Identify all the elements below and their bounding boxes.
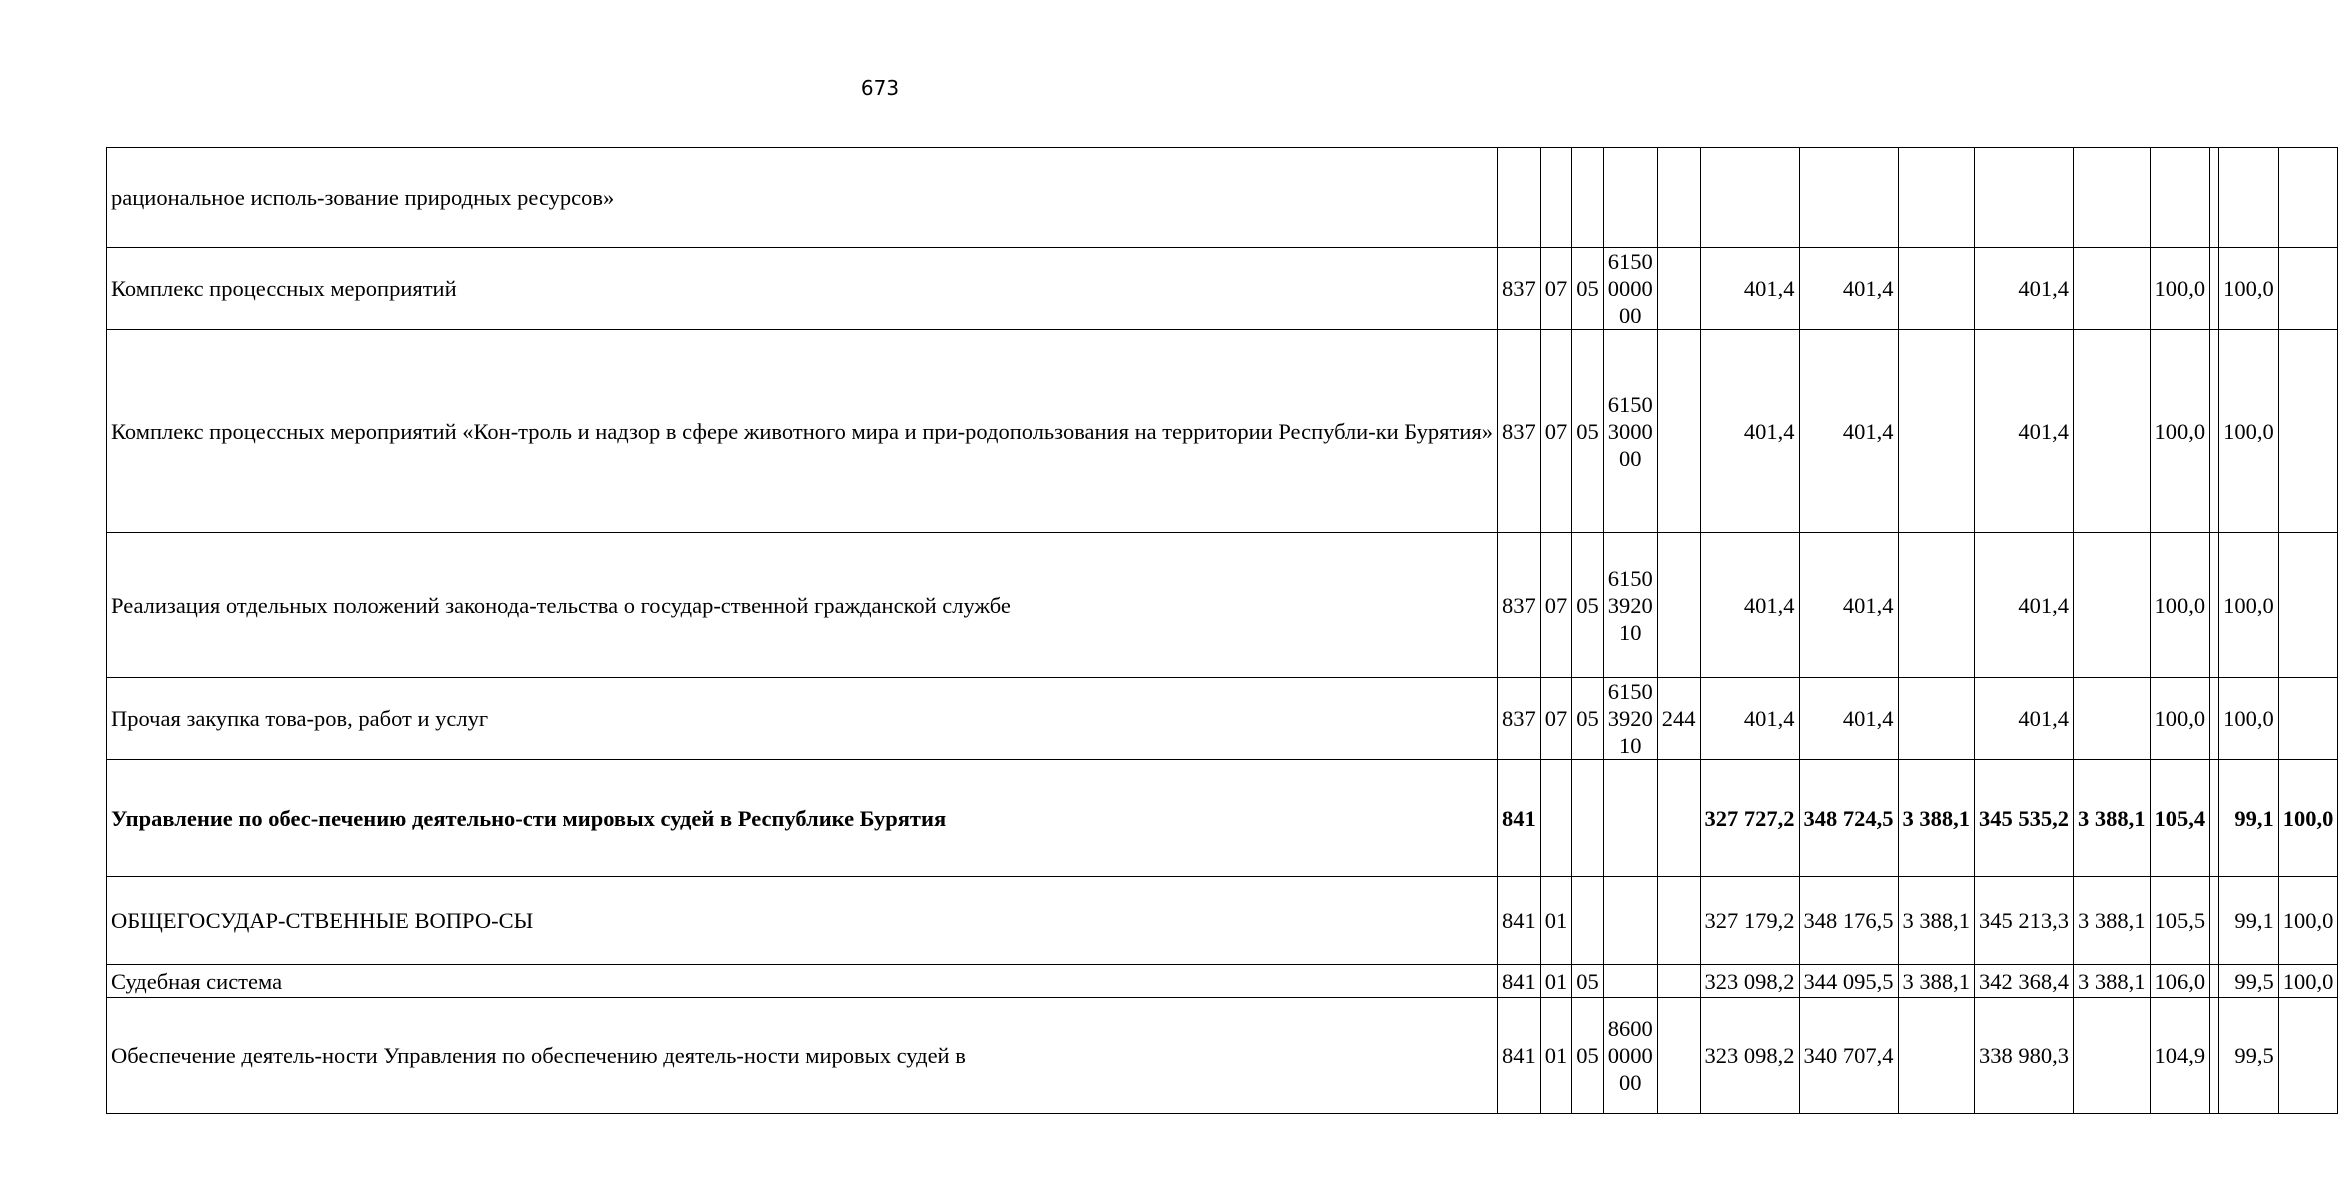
target-article-code <box>1603 965 1657 998</box>
pct-initial: 100,0 <box>2150 533 2210 678</box>
pct-initial <box>2150 148 2210 248</box>
admin-code: 837 <box>1498 248 1541 330</box>
expense-type-code <box>1657 533 1700 678</box>
actual-execution: 342 368,4 <box>1975 965 2074 998</box>
pct-initial-federal <box>2210 965 2219 998</box>
revised-plan-federal <box>1898 678 1975 760</box>
subsection-code: 05 <box>1572 533 1604 678</box>
subsection-code: 05 <box>1572 965 1604 998</box>
revised-plan: 348 724,5 <box>1799 760 1898 877</box>
actual-execution-federal <box>2074 998 2151 1114</box>
subsection-code <box>1572 877 1604 965</box>
revised-plan-federal: 3 388,1 <box>1898 965 1975 998</box>
admin-code: 837 <box>1498 533 1541 678</box>
actual-execution: 401,4 <box>1975 678 2074 760</box>
revised-plan-federal: 3 388,1 <box>1898 877 1975 965</box>
target-article-code: 6150 3920 10 <box>1603 533 1657 678</box>
actual-execution-federal <box>2074 678 2151 760</box>
revised-plan: 340 707,4 <box>1799 998 1898 1114</box>
revised-plan: 401,4 <box>1799 330 1898 533</box>
actual-execution: 401,4 <box>1975 533 2074 678</box>
section-code <box>1540 148 1572 248</box>
section-code <box>1540 760 1572 877</box>
pct-revised <box>2219 148 2279 248</box>
section-code: 01 <box>1540 998 1572 1114</box>
pct-revised-federal: 100,0 <box>2278 965 2338 998</box>
subsection-code: 05 <box>1572 330 1604 533</box>
initial-plan <box>1700 148 1799 248</box>
initial-plan: 401,4 <box>1700 248 1799 330</box>
actual-execution: 345 535,2 <box>1975 760 2074 877</box>
pct-revised: 100,0 <box>2219 330 2279 533</box>
admin-code <box>1498 148 1541 248</box>
subsection-code <box>1572 760 1604 877</box>
actual-execution: 338 980,3 <box>1975 998 2074 1114</box>
target-article-code: 6150 3000 00 <box>1603 330 1657 533</box>
pct-revised: 99,1 <box>2219 877 2279 965</box>
initial-plan: 401,4 <box>1700 533 1799 678</box>
row-name: Реализация отдельных положений законода-тельства о государ-ственной гражданской службе <box>107 533 1498 678</box>
row-name: Управление по обес-печению деятельно-сти мировых судей в Республике Бурятия <box>107 760 1498 877</box>
initial-plan: 401,4 <box>1700 678 1799 760</box>
pct-revised-federal <box>2278 330 2338 533</box>
table-row <box>107 248 2338 330</box>
row-name: Прочая закупка това-ров, работ и услуг <box>107 678 1498 760</box>
target-article-code <box>1603 877 1657 965</box>
budget-table <box>106 147 2338 1114</box>
pct-initial-federal <box>2210 998 2219 1114</box>
section-code: 01 <box>1540 965 1572 998</box>
section-code: 07 <box>1540 330 1572 533</box>
pct-revised-federal: 100,0 <box>2278 877 2338 965</box>
expense-type-code: 244 <box>1657 678 1700 760</box>
pct-initial-federal <box>2210 877 2219 965</box>
revised-plan-federal <box>1898 998 1975 1114</box>
pct-revised: 99,1 <box>2219 760 2279 877</box>
pct-revised-federal <box>2278 248 2338 330</box>
revised-plan: 401,4 <box>1799 678 1898 760</box>
target-article-code: 6150 0000 00 <box>1603 248 1657 330</box>
expense-type-code <box>1657 760 1700 877</box>
admin-code: 841 <box>1498 760 1541 877</box>
revised-plan: 401,4 <box>1799 248 1898 330</box>
initial-plan: 327 179,2 <box>1700 877 1799 965</box>
table-row <box>107 330 2338 533</box>
pct-revised: 100,0 <box>2219 533 2279 678</box>
row-name: Комплекс процессных мероприятий «Кон-троль и надзор в сфере животного мира и при-родопользования на территории Республи-ки Бурятия» <box>107 330 1498 533</box>
actual-execution-federal <box>2074 148 2151 248</box>
expense-type-code <box>1657 998 1700 1114</box>
pct-initial-federal <box>2210 678 2219 760</box>
actual-execution-federal <box>2074 330 2151 533</box>
initial-plan: 323 098,2 <box>1700 998 1799 1114</box>
section-code: 07 <box>1540 533 1572 678</box>
pct-initial-federal <box>2210 760 2219 877</box>
actual-execution-federal <box>2074 533 2151 678</box>
row-name: Обеспечение деятель-ности Управления по обеспечению деятель-ности мировых судей в <box>107 998 1498 1114</box>
section-code: 01 <box>1540 877 1572 965</box>
admin-code: 841 <box>1498 877 1541 965</box>
expense-type-code <box>1657 965 1700 998</box>
actual-execution-federal: 3 388,1 <box>2074 760 2151 877</box>
actual-execution: 401,4 <box>1975 248 2074 330</box>
initial-plan: 323 098,2 <box>1700 965 1799 998</box>
row-name: Комплекс процессных мероприятий <box>107 248 1498 330</box>
row-name: Судебная система <box>107 965 1498 998</box>
revised-plan-federal: 3 388,1 <box>1898 760 1975 877</box>
initial-plan: 327 727,2 <box>1700 760 1799 877</box>
actual-execution-federal: 3 388,1 <box>2074 965 2151 998</box>
table-row <box>107 760 2338 877</box>
pct-revised: 100,0 <box>2219 678 2279 760</box>
pct-initial-federal <box>2210 533 2219 678</box>
subsection-code: 05 <box>1572 998 1604 1114</box>
pct-initial-federal <box>2210 248 2219 330</box>
subsection-code <box>1572 148 1604 248</box>
pct-initial: 100,0 <box>2150 678 2210 760</box>
revised-plan-federal <box>1898 330 1975 533</box>
initial-plan: 401,4 <box>1700 330 1799 533</box>
section-code: 07 <box>1540 678 1572 760</box>
revised-plan-federal <box>1898 248 1975 330</box>
row-name: рациональное исполь-зование природных ресурсов» <box>107 148 1498 248</box>
pct-initial: 105,4 <box>2150 760 2210 877</box>
revised-plan: 348 176,5 <box>1799 877 1898 965</box>
pct-revised-federal <box>2278 148 2338 248</box>
table-row <box>107 148 2338 248</box>
actual-execution: 401,4 <box>1975 330 2074 533</box>
pct-revised-federal: 100,0 <box>2278 760 2338 877</box>
expense-type-code <box>1657 330 1700 533</box>
pct-revised: 100,0 <box>2219 248 2279 330</box>
target-article-code <box>1603 148 1657 248</box>
actual-execution <box>1975 148 2074 248</box>
revised-plan: 344 095,5 <box>1799 965 1898 998</box>
pct-revised: 99,5 <box>2219 998 2279 1114</box>
table-row <box>107 965 2338 998</box>
actual-execution-federal <box>2074 248 2151 330</box>
revised-plan <box>1799 148 1898 248</box>
pct-revised-federal <box>2278 533 2338 678</box>
pct-initial-federal <box>2210 330 2219 533</box>
target-article-code <box>1603 760 1657 877</box>
admin-code: 837 <box>1498 330 1541 533</box>
actual-execution: 345 213,3 <box>1975 877 2074 965</box>
admin-code: 837 <box>1498 678 1541 760</box>
table-row <box>107 533 2338 678</box>
subsection-code: 05 <box>1572 678 1604 760</box>
actual-execution-federal: 3 388,1 <box>2074 877 2151 965</box>
expense-type-code <box>1657 248 1700 330</box>
expense-type-code <box>1657 148 1700 248</box>
target-article-code: 8600 0000 00 <box>1603 998 1657 1114</box>
pct-initial: 105,5 <box>2150 877 2210 965</box>
expense-type-code <box>1657 877 1700 965</box>
pct-initial: 100,0 <box>2150 248 2210 330</box>
page-number: 673 <box>860 76 900 100</box>
table-row <box>107 678 2338 760</box>
admin-code: 841 <box>1498 965 1541 998</box>
pct-revised-federal <box>2278 678 2338 760</box>
section-code: 07 <box>1540 248 1572 330</box>
pct-revised: 99,5 <box>2219 965 2279 998</box>
pct-initial-federal <box>2210 148 2219 248</box>
revised-plan-federal <box>1898 148 1975 248</box>
pct-initial: 100,0 <box>2150 330 2210 533</box>
table-row <box>107 877 2338 965</box>
pct-initial: 106,0 <box>2150 965 2210 998</box>
subsection-code: 05 <box>1572 248 1604 330</box>
revised-plan-federal <box>1898 533 1975 678</box>
admin-code: 841 <box>1498 998 1541 1114</box>
table-row <box>107 998 2338 1114</box>
pct-initial: 104,9 <box>2150 998 2210 1114</box>
revised-plan: 401,4 <box>1799 533 1898 678</box>
row-name: ОБЩЕГОСУДАР-СТВЕННЫЕ ВОПРО-СЫ <box>107 877 1498 965</box>
pct-revised-federal <box>2278 998 2338 1114</box>
target-article-code: 6150 3920 10 <box>1603 678 1657 760</box>
